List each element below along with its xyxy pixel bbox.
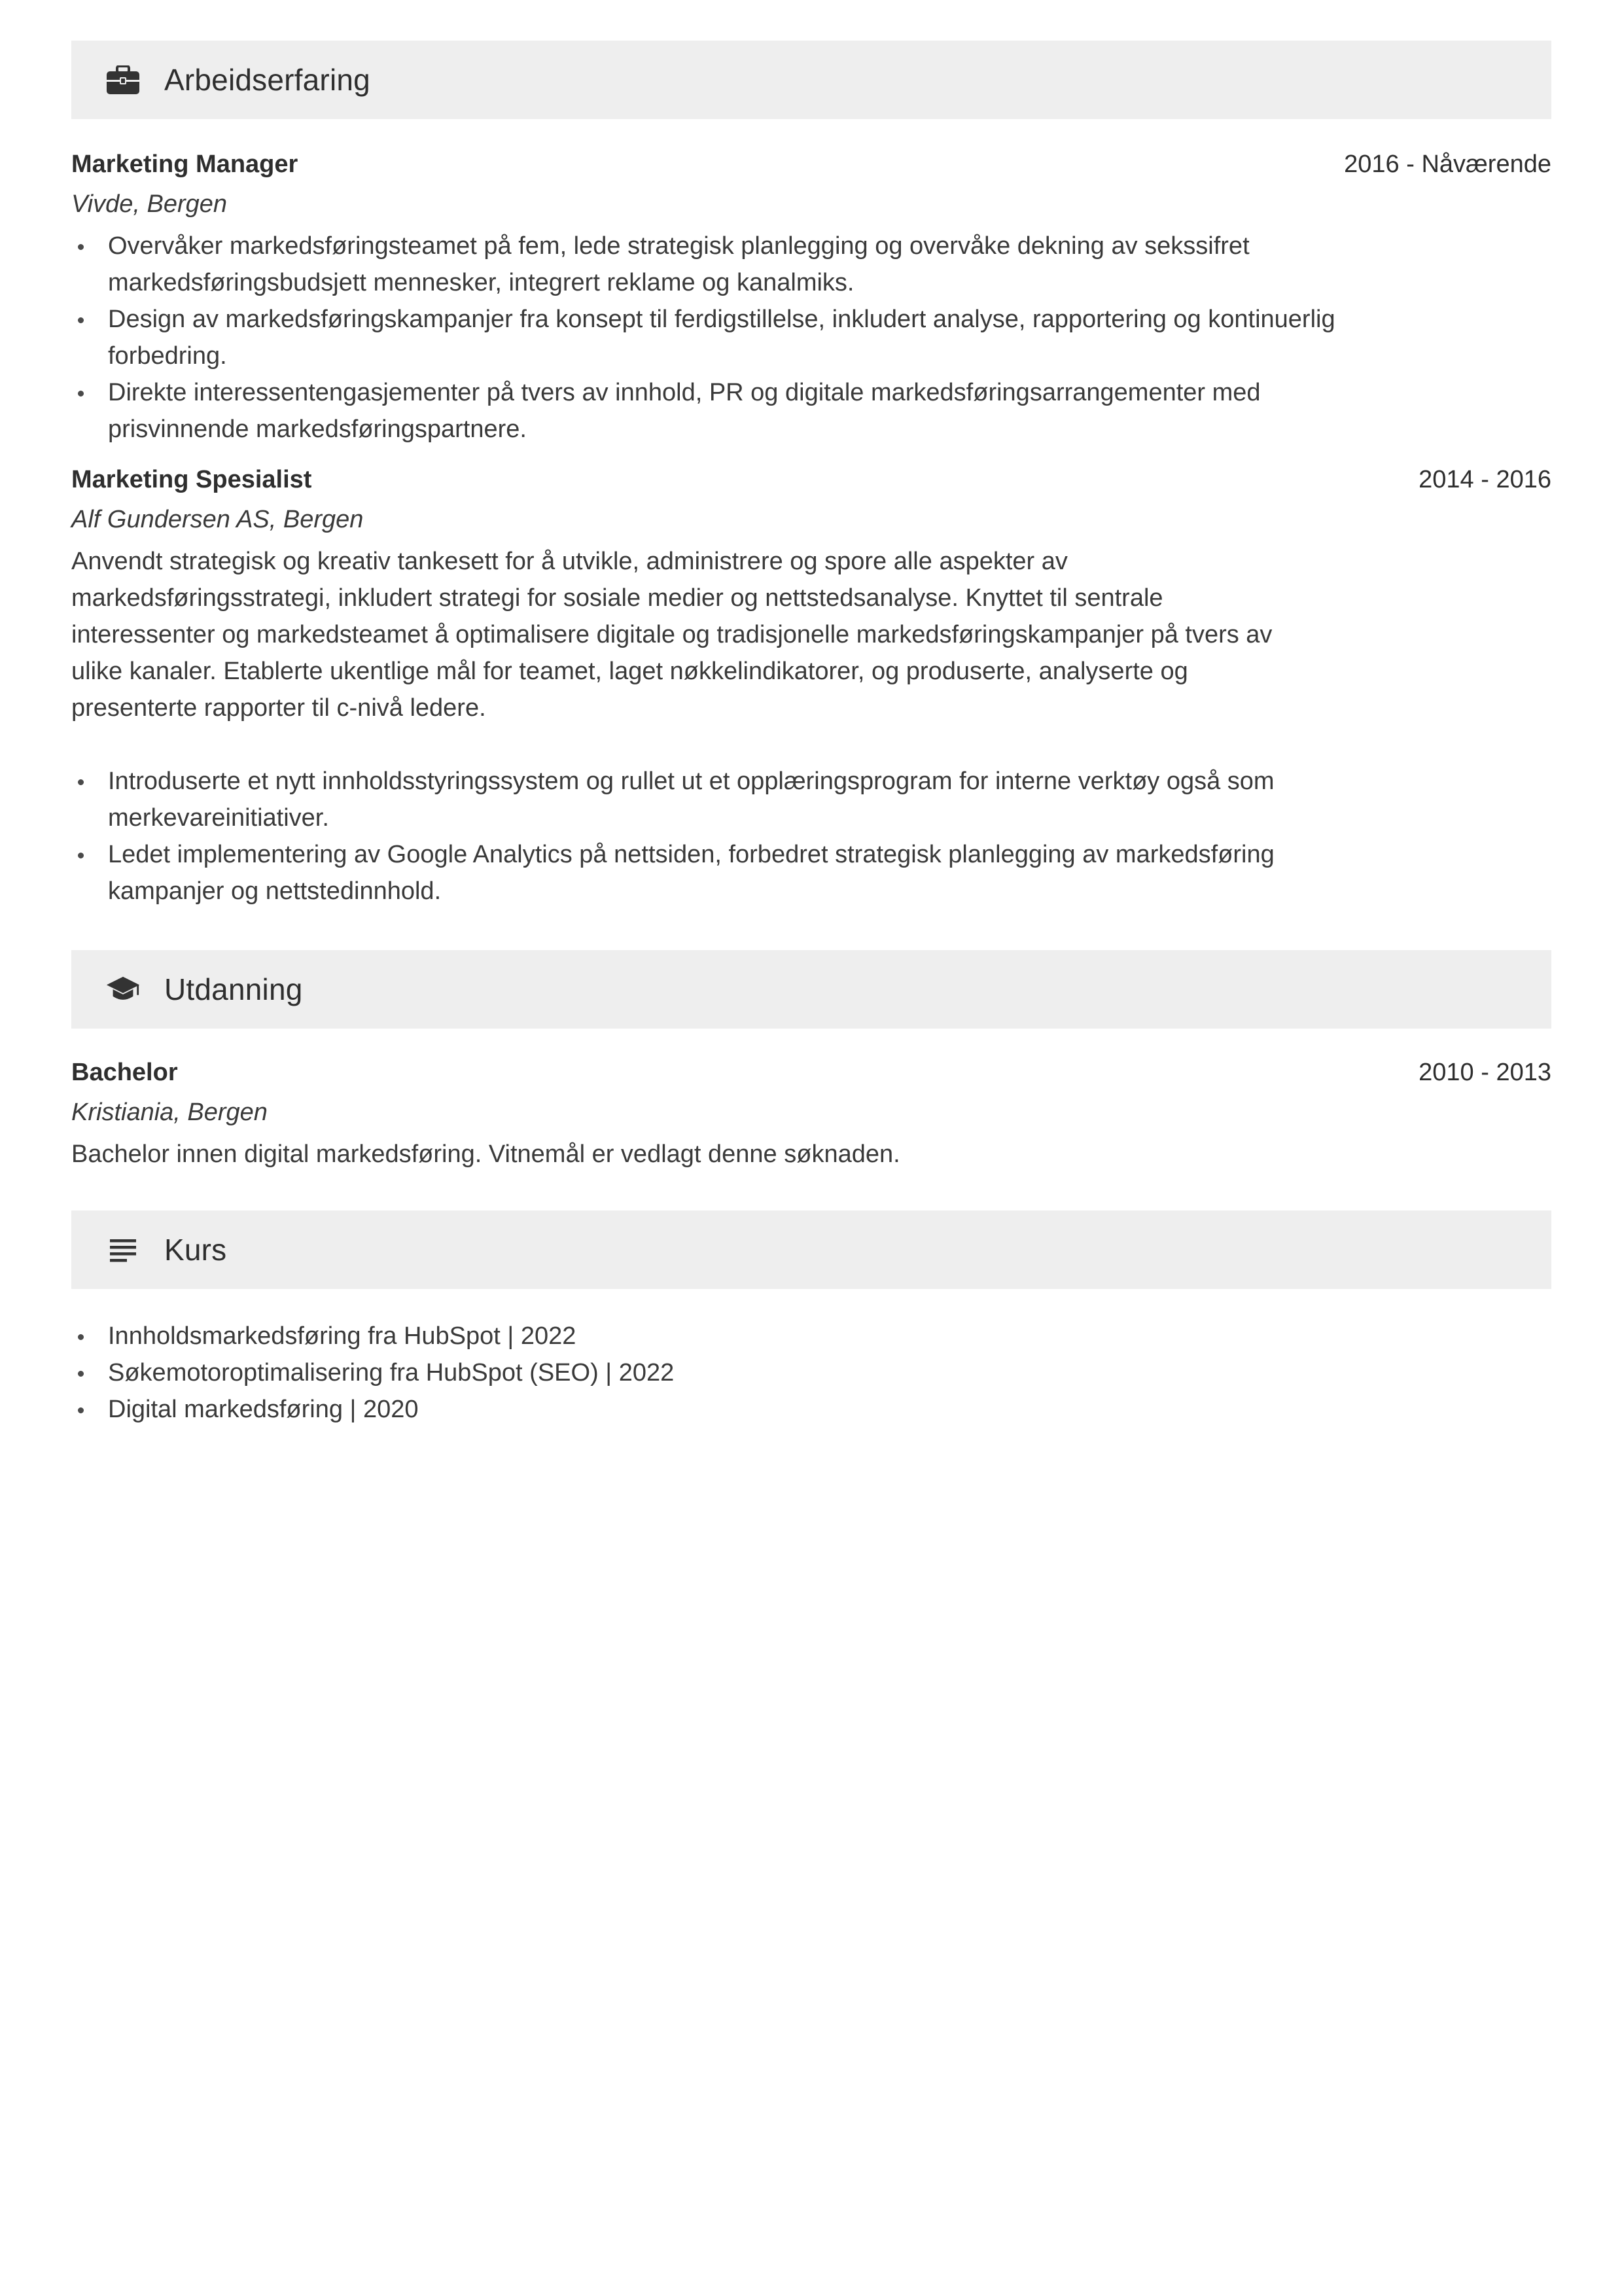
section-title: Utdanning xyxy=(164,972,303,1006)
school-name: Kristiania, Bergen xyxy=(71,1099,268,1126)
job-bullets xyxy=(71,228,1337,448)
list-item: Innholdsmarkedsføring fra HubSpot | 2022 xyxy=(71,1318,1337,1354)
job-bullets xyxy=(71,763,1337,910)
job-title: Marketing Spesialist xyxy=(71,466,312,493)
list-item: Direkte interessentengasjementer på tvers av innhold, PR og digitale markedsføringsarrangementer med prisvinnende markedsføringspartnere. xyxy=(71,374,1337,448)
job-title: Marketing Manager xyxy=(71,150,298,178)
section-title: Arbeidserfaring xyxy=(164,63,370,97)
list-item: Søkemotoroptimalisering fra HubSpot (SEO) | 2022 xyxy=(71,1354,1337,1391)
list-item: Design av markedsføringskampanjer fra konsept til ferdigstillelse, inkludert analyse, rapportering og kontinuerlig forbedring. xyxy=(71,301,1337,374)
work-entry xyxy=(71,150,1551,448)
education-entry xyxy=(71,1059,1551,1173)
resume-page xyxy=(71,41,1551,1428)
list-item: Digital markedsføring | 2020 xyxy=(71,1391,1337,1428)
section-header-education xyxy=(71,950,1551,1029)
list-item: Overvåker markedsføringsteamet på fem, lede strategisk planlegging og overvåke dekning av sekssifret markedsføringsbudsjett mennesker, integrert reklame og kanalmiks. xyxy=(71,228,1337,301)
list-item: Introduserte et nytt innholdsstyringssystem og rullet ut et opplæringsprogram for interne verktøy også som merkevareinitiativer. xyxy=(71,763,1337,836)
section-header-work xyxy=(71,41,1551,119)
education-description: Bachelor innen digital markedsføring. Vitnemål er vedlagt denne søknaden. xyxy=(71,1140,900,1168)
job-employer: Alf Gundersen AS, Bergen xyxy=(71,506,364,533)
list-item: Ledet implementering av Google Analytics på nettsiden, forbedret strategisk planlegging av markedsføring kampanjer og nettstedinnhold. xyxy=(71,836,1337,910)
section-title: Kurs xyxy=(164,1233,227,1267)
job-employer: Vivde, Bergen xyxy=(71,190,228,218)
course-list xyxy=(71,1318,1337,1428)
education-date: 2010 - 2013 xyxy=(1419,1059,1551,1086)
job-description: Anvendt strategisk og kreativ tankesett for å utvikle, administrere og spore alle aspekter av markedsføringsstrategi, inkludert strategi for sosiale medier og nettstedsanalyse. Knyttet til sentrale interessenter og markedsteamet å optimalisere digitale og tradisjonelle markedsføringskampanjer på tvers av ulike kanaler. Etablerte ukentlige mål for teamet, laget nøkkelindikatorer, og produserte, analyserte og presenterte rapporter til c-nivå ledere. xyxy=(71,548,1273,722)
degree-title: Bachelor xyxy=(71,1059,178,1086)
briefcase-icon xyxy=(105,62,141,97)
graduation-cap-icon xyxy=(105,972,141,1007)
job-date: 2014 - 2016 xyxy=(1419,466,1551,493)
section-header-courses xyxy=(71,1210,1551,1289)
text-lines-icon xyxy=(105,1232,141,1267)
work-entry xyxy=(71,466,1551,910)
job-date: 2016 - Nåværende xyxy=(1344,150,1551,178)
